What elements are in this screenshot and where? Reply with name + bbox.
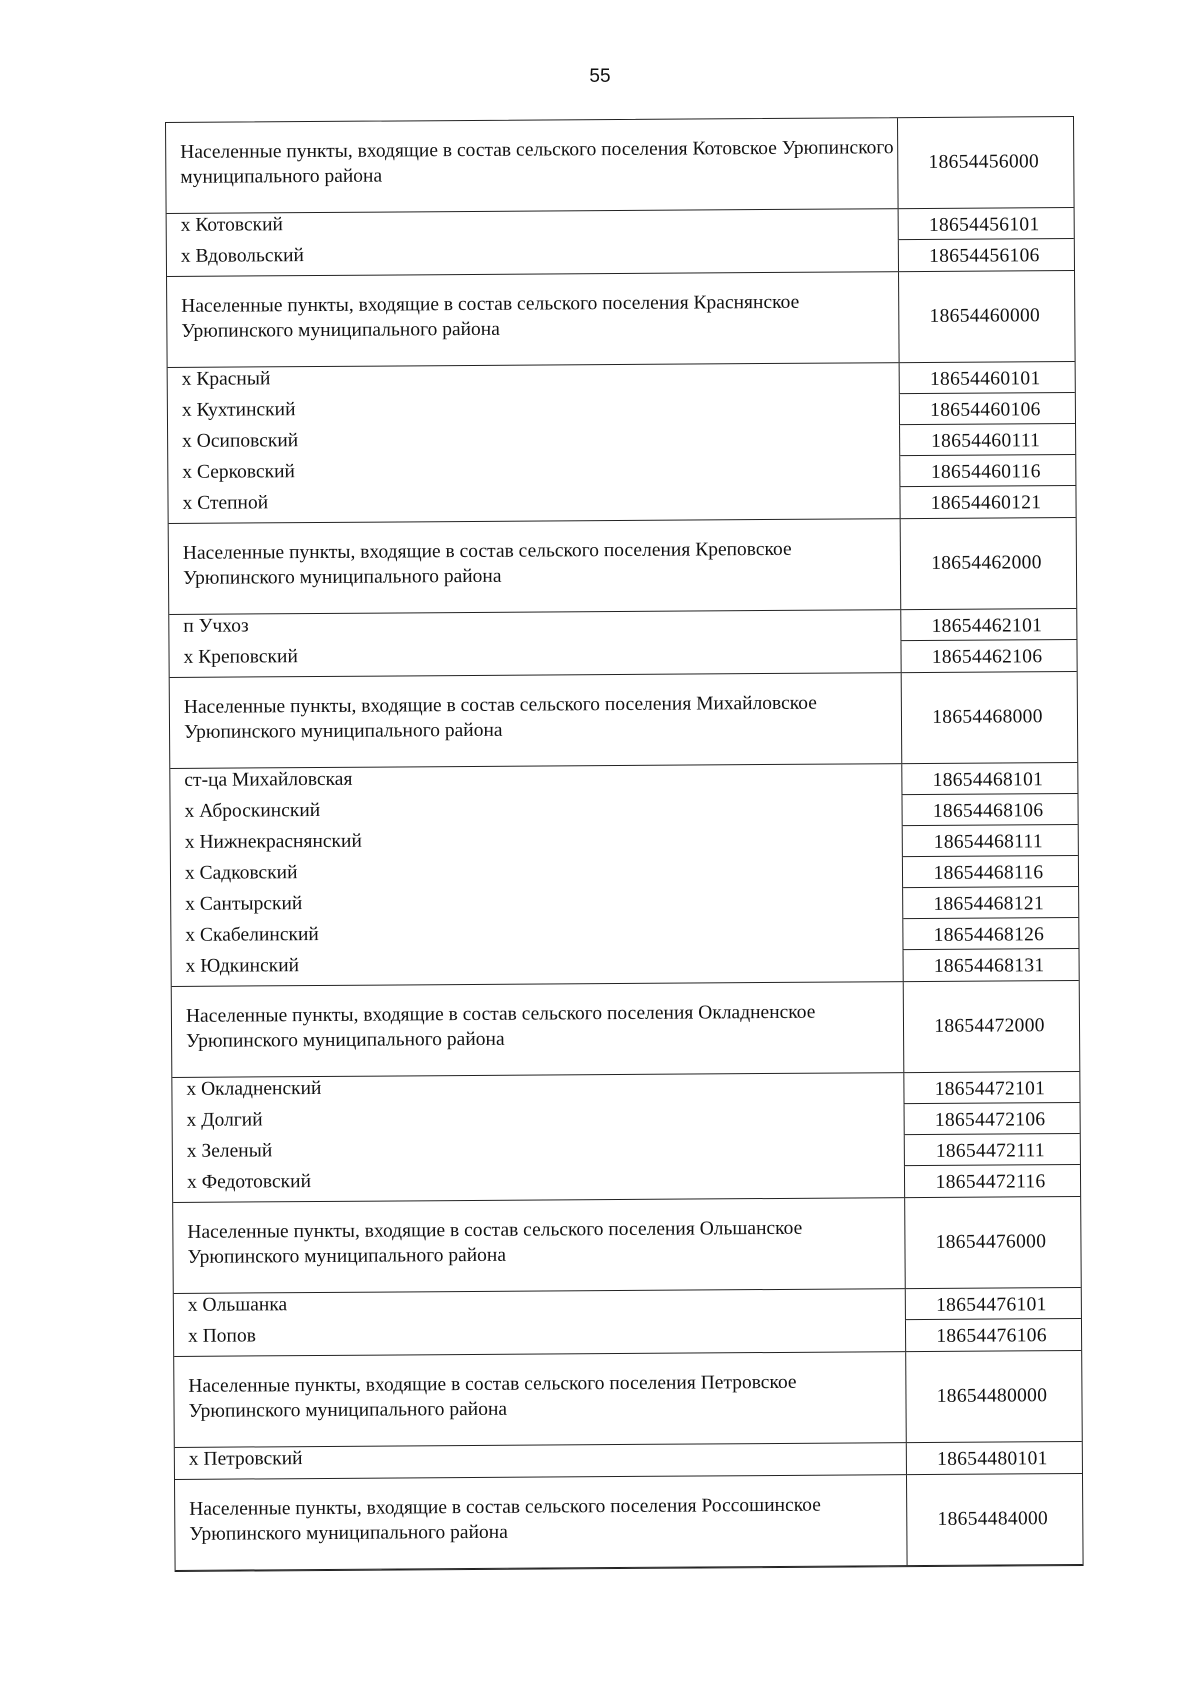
group-code-cell: 18654462000 [931, 552, 1042, 574]
page-number: 55 [589, 66, 611, 87]
group-name-cell: Населенные пункты, входящие в состав сельского поселения Петровское Урюпинского муниципального района [174, 1352, 907, 1447]
group-name-cell: Населенные пункты, входящие в состав сельского поселения Россошинское Урюпинского муниципального района [175, 1475, 908, 1570]
settlement-name-cell: ст-ца Михайловская [170, 764, 902, 800]
settlement-code-cell: 18654468101 [902, 763, 1077, 795]
settlement-group-row [173, 1197, 1081, 1294]
group-name-cell: Населенные пункты, входящие в состав сельского поселения Окладненское Урюпинского муниципального района [172, 982, 905, 1077]
group-name-cell: Населенные пункты, входящие в состав сельского поселения Михайловское Урюпинского муниципального района [170, 673, 903, 768]
settlement-name-cell: х Красный [168, 363, 900, 399]
group-name-cell: Населенные пункты, входящие в состав сельского поселения Краснянское Урюпинского муниципального района [167, 272, 900, 367]
settlement-name-cell: х Попов [174, 1320, 906, 1356]
settlements-table [165, 116, 1084, 1572]
group-code-cell: 18654456000 [928, 151, 1040, 173]
group-name-cell: Населенные пункты, входящие в состав сельского поселения Креповское Урюпинского муниципального района [169, 519, 902, 614]
settlement-code-cell: 18654460121 [930, 492, 1042, 514]
settlement-name-cell: х Долгий [173, 1104, 905, 1140]
settlement-name-cell: х Котовский [167, 209, 899, 245]
settlement-code-cell: 18654480101 [937, 1448, 1048, 1470]
settlement-code-cell: 18654468131 [933, 955, 1045, 977]
settlement-name-cell: х Ольшанка [174, 1289, 906, 1325]
settlement-name-cell: х Креповский [169, 641, 901, 677]
settlement-name-cell: х Петровский [175, 1443, 907, 1479]
settlement-name-cell: х Окладненский [172, 1073, 904, 1109]
settlement-name-cell: п Учхоз [169, 610, 901, 646]
settlement-name-cell: х Вдовольский [167, 240, 899, 276]
settlement-code-cell: 18654476101 [906, 1288, 1081, 1320]
settlement-code-cell: 18654460101 [900, 362, 1075, 394]
settlement-group-row [175, 1474, 1083, 1571]
settlement-group-row [172, 981, 1080, 1078]
settlement-code-cell: 18654468126 [903, 918, 1078, 950]
settlement-code-cell: 18654460111 [900, 424, 1075, 456]
settlement-code-cell: 18654476106 [936, 1325, 1047, 1347]
settlement-code-cell: 18654472106 [905, 1103, 1080, 1135]
settlement-code-cell: 18654462106 [931, 646, 1043, 668]
settlement-group-row [166, 117, 1074, 214]
settlement-name-cell: х Сантырский [171, 888, 903, 924]
settlement-group-row [174, 1351, 1082, 1448]
settlement-name-cell: х Скабелинский [171, 919, 903, 955]
settlement-name-cell: х Кухтинский [168, 394, 900, 430]
group-code-cell: 18654460000 [929, 305, 1041, 327]
settlement-code-cell: 18654472101 [904, 1072, 1079, 1104]
group-code-cell: 18654472000 [934, 1015, 1045, 1037]
settlement-name-cell: х Юдкинский [172, 950, 904, 986]
group-code-cell: 18654484000 [937, 1508, 1049, 1530]
settlement-group-row [170, 672, 1078, 769]
settlement-code-cell: 18654472116 [935, 1171, 1046, 1193]
settlement-code-cell: 18654468121 [903, 887, 1078, 919]
settlement-name-cell: х Серковский [168, 456, 900, 492]
settlement-name-cell: х Садковский [171, 857, 903, 893]
group-name-cell: Населенные пункты, входящие в состав сельского поселения Ольшанское Урюпинского муниципального района [173, 1198, 906, 1293]
settlement-group-row [169, 518, 1077, 615]
settlement-name-cell: х Осиповский [168, 425, 900, 461]
settlement-code-cell: 18654472111 [905, 1134, 1080, 1166]
settlement-code-cell: 18654456106 [929, 245, 1040, 267]
settlement-code-cell: 18654468116 [903, 856, 1078, 888]
settlement-name-cell: х Федотовский [173, 1166, 905, 1202]
settlement-group-row [167, 271, 1075, 368]
group-code-cell: 18654480000 [936, 1385, 1048, 1407]
settlement-code-cell: 18654460106 [900, 393, 1075, 425]
settlement-name-cell: х Степной [168, 487, 900, 523]
settlement-name-cell: х Зеленый [173, 1135, 905, 1171]
settlement-code-cell: 18654468111 [903, 825, 1078, 857]
settlement-code-cell: 18654462101 [901, 609, 1076, 641]
settlement-code-cell: 18654468106 [902, 794, 1077, 826]
group-code-cell: 18654476000 [935, 1231, 1047, 1253]
settlement-code-cell: 18654456101 [899, 208, 1074, 240]
group-name-cell: Населенные пункты, входящие в состав сельского поселения Котовское Урюпинского муниципального района [166, 118, 899, 213]
group-code-cell: 18654468000 [932, 706, 1043, 728]
settlement-name-cell: х Аброскинский [170, 795, 902, 831]
settlement-code-cell: 18654460116 [900, 455, 1075, 487]
settlement-name-cell: х Нижнекраснянский [171, 826, 903, 862]
